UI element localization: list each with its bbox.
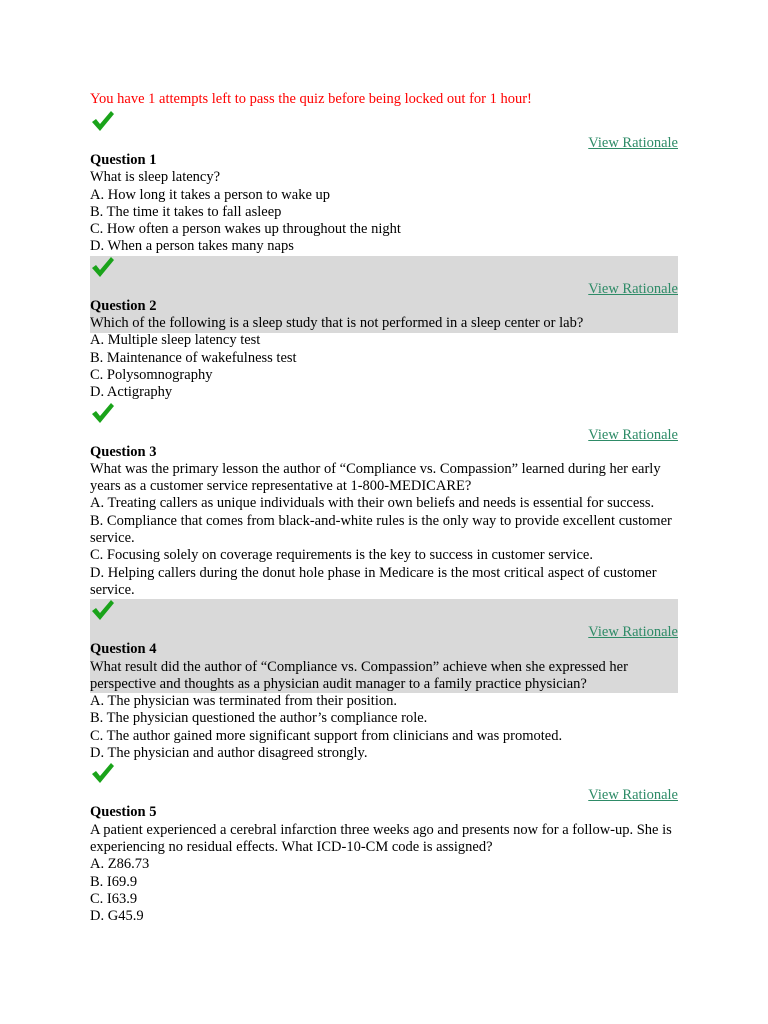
answer-option[interactable]: C. Focusing solely on coverage requirements is the key to success in customer service. [90,547,593,564]
check-icon [90,762,678,787]
question-block-2 [90,256,678,402]
answer-option[interactable]: C. How often a person wakes up throughout the night [90,221,401,238]
answer-option[interactable]: D. G45.9 [90,908,144,925]
question-block-1 [90,110,678,256]
view-rationale-link-3[interactable]: View Rationale [588,426,678,443]
view-rationale-link-5[interactable]: View Rationale [588,787,678,804]
check-icon [90,256,678,281]
view-rationale-link-4[interactable]: View Rationale [588,624,678,641]
answer-option[interactable]: C. Polysomnography [90,366,213,383]
question-block-5 [90,762,678,925]
answer-option[interactable]: D. When a person takes many naps [90,238,294,255]
question-block-3 [90,402,678,600]
question-text: What result did the author of “Compliance vs. Compassion” achieve when she expressed her perspective and thoughts as a physician audit manager to a family practice physician? [90,658,628,692]
answer-option[interactable]: A. How long it takes a person to wake up [90,186,331,203]
check-icon [90,110,678,135]
question-text: A patient experienced a cerebral infarction three weeks ago and presents now for a follow-up. She is experiencing no residual effects. What ICD-10-CM code is assigned? [90,821,672,855]
attempts-warning: You have 1 attempts left to pass the quiz before being locked out for 1 hour! [90,91,532,107]
view-rationale-link-2[interactable]: View Rationale [588,280,678,297]
answer-option[interactable]: C. I63.9 [90,890,138,907]
question-title: Question 5 [90,804,157,821]
check-icon [90,599,678,624]
quiz-content [90,91,678,925]
answer-option[interactable]: D. The physician and author disagreed strongly. [90,745,368,762]
question-title: Question 3 [90,443,157,460]
answer-option[interactable]: B. Maintenance of wakefulness test [90,349,297,366]
answer-option[interactable]: A. Treating callers as unique individuals with their own beliefs and needs is essential for success. [90,495,655,512]
answer-option[interactable]: A. Z86.73 [90,856,150,873]
question-block-4 [90,599,678,762]
answer-option[interactable]: C. The author gained more significant support from clinicians and was promoted. [90,727,563,744]
question-title: Question 4 [90,641,157,658]
question-text: What is sleep latency? [90,169,221,186]
view-rationale-link-1[interactable]: View Rationale [588,135,678,151]
answer-option[interactable]: D. Actigraphy [90,384,173,401]
answer-option[interactable]: D. Helping callers during the donut hole phase in Medicare is the most critical aspect of customer service. [90,564,657,598]
answer-option[interactable]: B. The time it takes to fall asleep [90,203,282,220]
answer-option[interactable]: B. Compliance that comes from black-and-white rules is the only way to provide excellent customer service. [90,512,672,547]
question-title: Question 2 [90,297,157,314]
question-text: Which of the following is a sleep study that is not performed in a sleep center or lab? [90,315,584,332]
answer-option[interactable]: A. The physician was terminated from their position. [90,693,397,710]
answer-option[interactable]: A. Multiple sleep latency test [90,332,261,349]
answer-option[interactable]: B. I69.9 [90,873,138,890]
question-title: Question 1 [90,152,157,168]
answer-option[interactable]: B. The physician questioned the author’s compliance role. [90,710,428,727]
question-text: What was the primary lesson the author of “Compliance vs. Compassion” learned during her early years as a customer service representative at 1-800-MEDICARE? [90,460,661,495]
check-icon [90,402,678,427]
